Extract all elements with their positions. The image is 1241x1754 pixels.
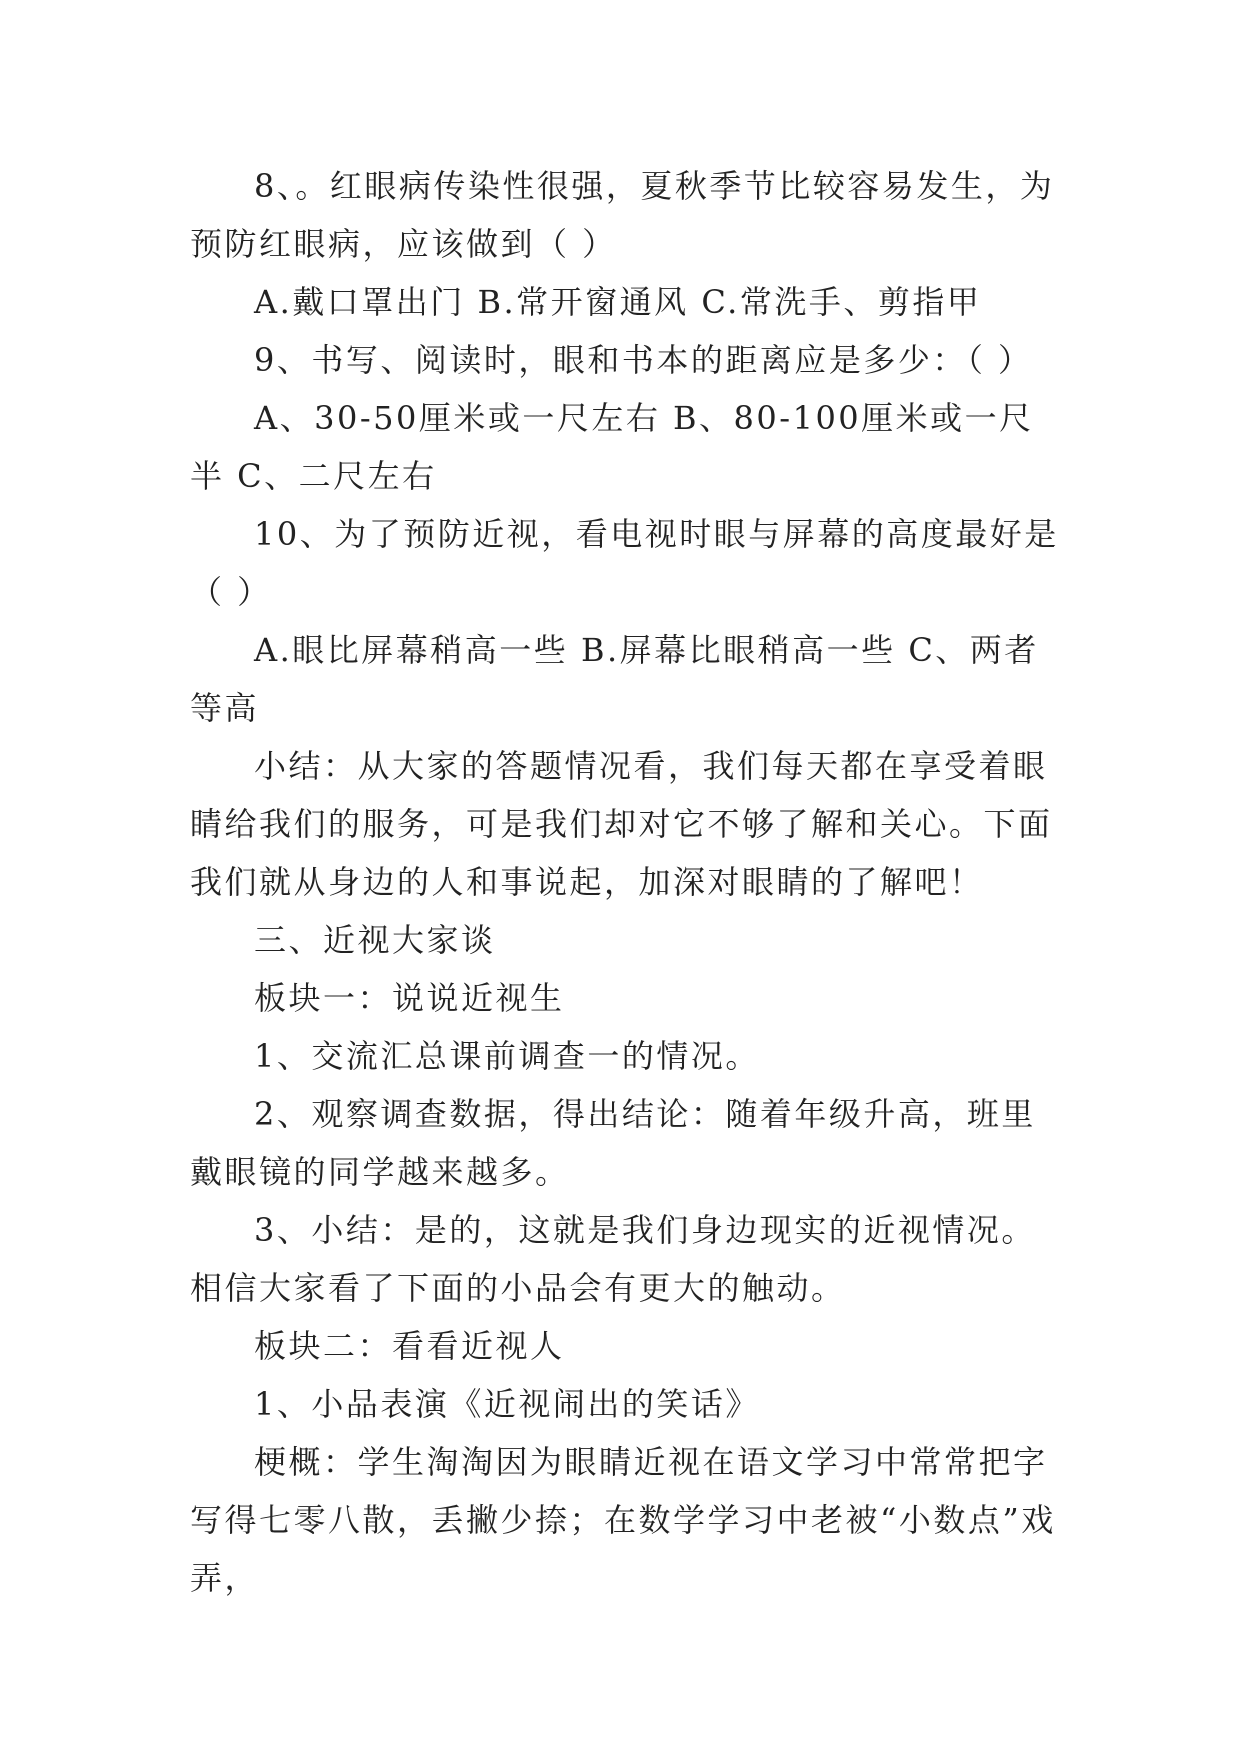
list-item-3: 3、小结：是的，这就是我们身边现实的近视情况。相信大家看了下面的小品会有更大的触动。 (190, 1211, 1036, 1307)
paragraph-summary: 小结：从大家的答题情况看，我们每天都在享受着眼睛给我们的服务，可是我们却对它不够了解和关心。下面我们就从身边的人和事说起，加深对眼睛的了解吧！ (190, 747, 1053, 901)
paragraph-options-9: A、30-50厘米或一尺左右 B、80-100厘米或一尺半 C、二尺左右 (190, 399, 1034, 495)
block-heading-2: 板块二：看看近视人 (254, 1327, 565, 1365)
document-body (190, 157, 1060, 1607)
paragraph-question-8: 8、。红眼病传染性很强，夏秋季节比较容易发生，为预防红眼病，应该做到（ ） (190, 167, 1055, 263)
list-item-2: 2、观察调查数据，得出结论：随着年级升高，班里戴眼镜的同学越来越多。 (190, 1095, 1036, 1191)
paragraph-options-8: A.戴口罩出门 B.常开窗通风 C.常洗手、剪指甲 (254, 283, 982, 321)
list-item-skit: 1、小品表演《近视闹出的笑话》 (254, 1385, 760, 1423)
paragraph-question-9: 9、书写、阅读时，眼和书本的距离应是多少：（ ） (254, 341, 1033, 379)
list-item-1: 1、交流汇总课前调查一的情况。 (254, 1037, 760, 1075)
paragraph-options-10: A.眼比屏幕稍高一些 B.屏幕比眼稍高一些 C、两者等高 (190, 631, 1039, 727)
section-heading-3: 三、近视大家谈 (254, 921, 496, 959)
block-heading-1: 板块一：说说近视生 (254, 979, 565, 1017)
paragraph-synopsis: 梗概：学生淘淘因为眼睛近视在语文学习中常常把字写得七零八散，丢撇少捺；在数学学习中老被“小数点”戏弄， (190, 1443, 1056, 1597)
paragraph-question-10: 10、为了预防近视，看电视时眼与屏幕的高度最好是（ ） (190, 515, 1059, 611)
